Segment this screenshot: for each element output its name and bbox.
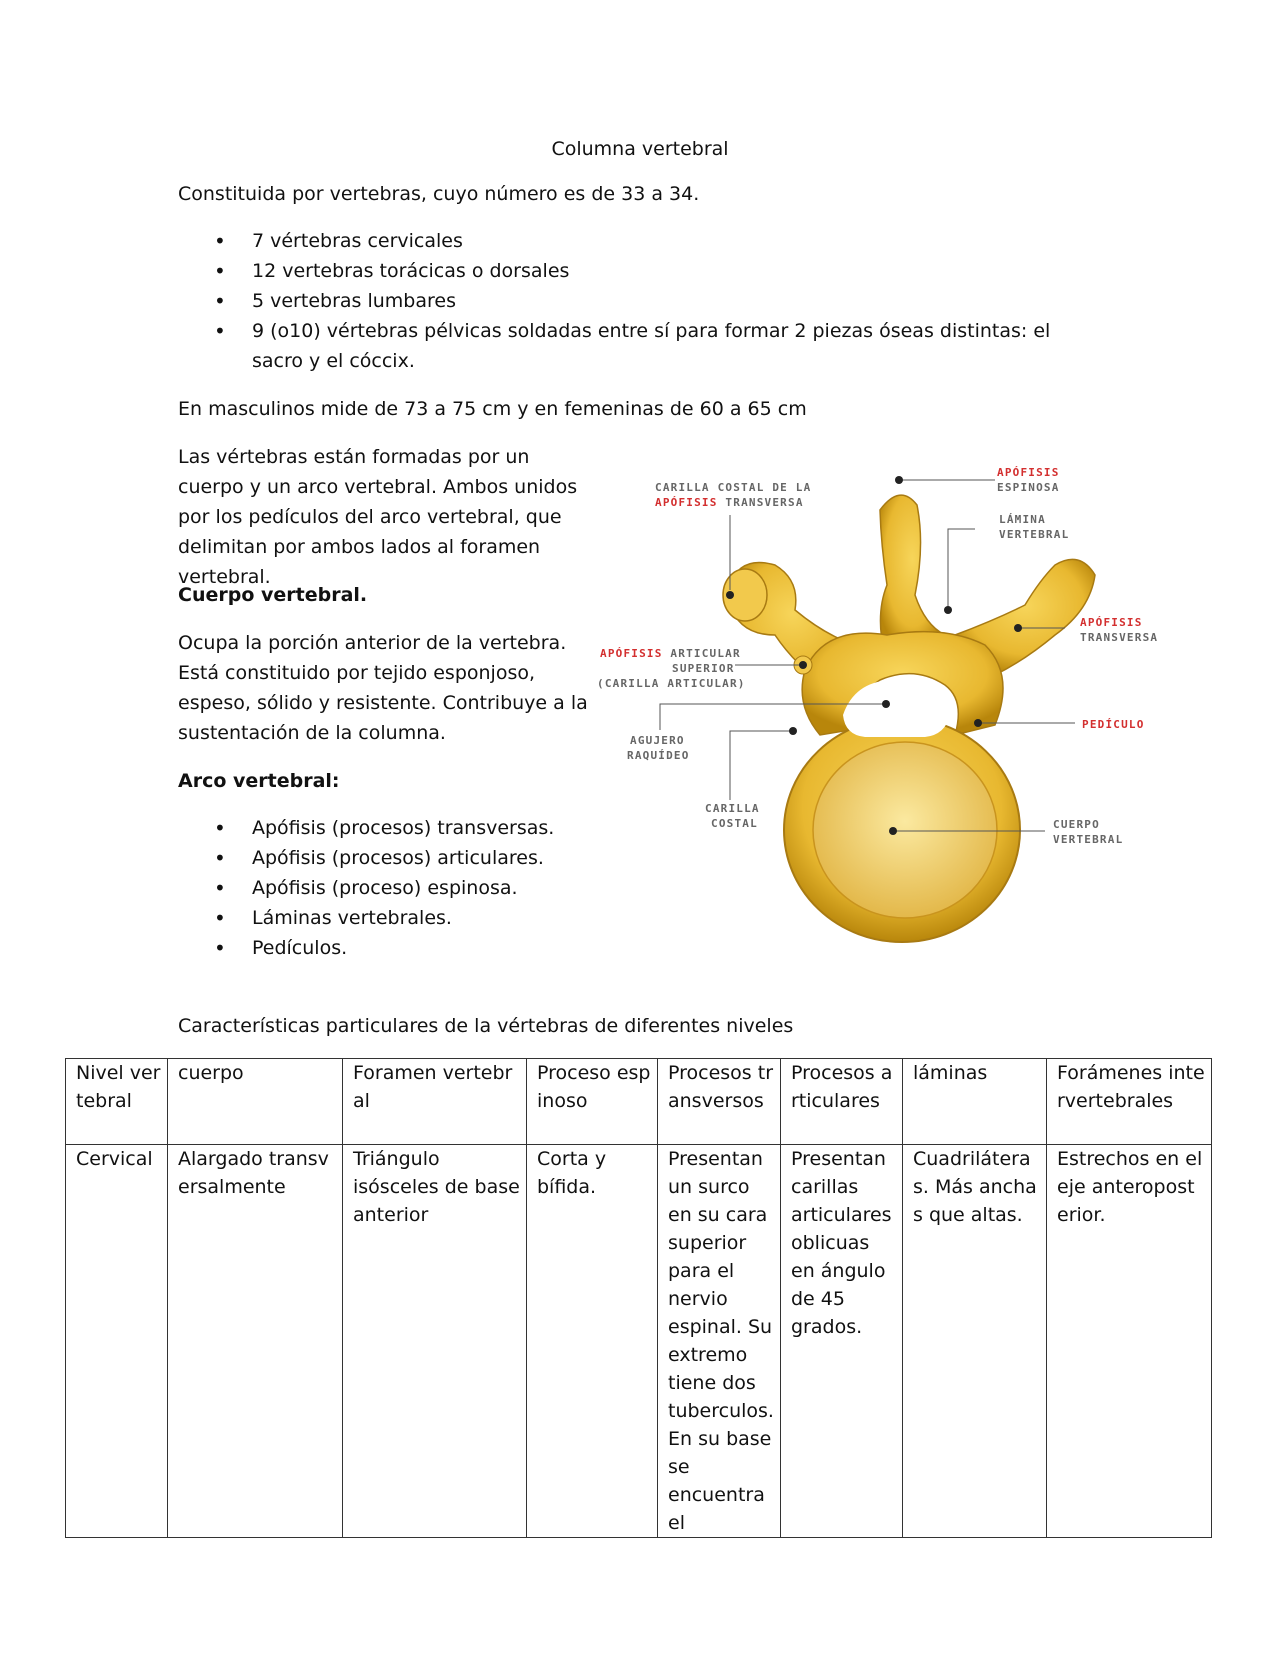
body-description: Ocupa la porción anterior de la vertebra. Está constituido por tejido esponjoso, espeso, sólido y resistente. Contribuye a la sustentación de la columna. — [178, 632, 588, 744]
vertebra-description: Las vértebras están formadas por un cuerpo y un arco vertebral. Ambos unidos por los pedículos del arco vertebral, que delimitan por ambos lados al foramen vertebral. — [178, 446, 578, 588]
label-apofisis-articular-3: (CARILLA ARTICULAR) — [597, 677, 746, 690]
arch-heading: Arco vertebral: — [178, 770, 340, 792]
label-apofisis-articular-1: APÓFISIS ARTICULAR — [600, 647, 741, 660]
label-lamina-2: VERTEBRAL — [999, 528, 1070, 541]
header-cell: Proceso espinoso — [527, 1059, 658, 1145]
list-item: • 9 (o10) vértebras pélvicas soldadas entre sí para formar 2 piezas óseas distintas: el sacro y el cóccix. — [178, 316, 1098, 376]
list-item: • Apófisis (procesos) transversas. — [178, 813, 598, 843]
table-cell: Estrechos en el eje anteroposterior. — [1047, 1145, 1212, 1538]
list-item: • Pedículos. — [178, 933, 598, 963]
header-cell: cuerpo — [168, 1059, 343, 1145]
label-agujero-2: RAQUÍDEO — [627, 749, 690, 762]
list-item: • Apófisis (procesos) articulares. — [178, 843, 598, 873]
list-item: • 12 vertebras torácicas o dorsales — [178, 256, 1098, 286]
table-row — [66, 1145, 1212, 1538]
vertebra-bone — [723, 495, 1095, 942]
list-item: • 5 vertebras lumbares — [178, 286, 1098, 316]
header-cell: Procesos transversos — [658, 1059, 781, 1145]
label-apofisis-transversa-rest: TRANSVERSA — [1080, 631, 1159, 644]
arch-list — [178, 813, 598, 963]
vertebra-diagram — [597, 466, 1235, 955]
list-item: • Apófisis (proceso) espinosa. — [178, 873, 598, 903]
label-carilla-costal-transversa-1: CARILLA COSTAL DE LA — [655, 481, 812, 494]
header-cell: Foramen vertebral — [343, 1059, 527, 1145]
label-apofisis-espinosa-red: APÓFISIS — [997, 466, 1060, 479]
intro-text: Constituida por vertebras, cuyo número es de 33 a 34. — [178, 183, 700, 205]
header-cell: láminas — [903, 1059, 1047, 1145]
header-cell: Nivel vertebral — [66, 1059, 168, 1145]
page-title: Columna vertebral — [551, 138, 729, 160]
list-item: • 7 vértebras cervicales — [178, 226, 1098, 256]
label-cuerpo-1: CUERPO — [1053, 818, 1100, 831]
label-agujero-1: AGUJERO — [630, 734, 685, 747]
table-cell: Triángulo isósceles de base anterior — [343, 1145, 527, 1538]
label-carilla-costal-transversa-2: APÓFISIS TRANSVERSA — [655, 496, 804, 509]
vertebra-count-list — [178, 226, 1098, 376]
label-carilla-costal-2: COSTAL — [711, 817, 758, 830]
label-lamina-1: LÁMINA — [999, 513, 1046, 526]
label-cuerpo-2: VERTEBRAL — [1053, 833, 1124, 846]
vertebra-characteristics-table — [65, 1058, 1212, 1538]
table-cell: Cervical — [66, 1145, 168, 1538]
table-cell: Presentan un surco en su cara superior para el nervio espinal. Su extremo tiene dos tuberculos. En su base se encuentra el — [658, 1145, 781, 1538]
table-caption: Características particulares de la vértebras de diferentes niveles — [178, 1015, 794, 1037]
table-cell: Presentan carillas articulares oblicuas en ángulo de 45 grados. — [781, 1145, 903, 1538]
table-cell: Alargado transversalmente — [168, 1145, 343, 1538]
table-cell: Corta y bífida. — [527, 1145, 658, 1538]
table-header-row — [66, 1059, 1212, 1145]
header-cell: Procesos articulares — [781, 1059, 903, 1145]
list-item: • Láminas vertebrales. — [178, 903, 598, 933]
length-text: En masculinos mide de 73 a 75 cm y en femeninas de 60 a 65 cm — [178, 398, 807, 420]
table-cell: Cuadriláteras. Más anchas que altas. — [903, 1145, 1047, 1538]
label-apofisis-articular-2: SUPERIOR — [672, 662, 735, 675]
header-cell: Forámenes intervertebrales — [1047, 1059, 1212, 1145]
label-apofisis-transversa-red: APÓFISIS — [1080, 616, 1143, 629]
label-carilla-costal-1: CARILLA — [705, 802, 760, 815]
label-apofisis-espinosa-rest: ESPINOSA — [997, 481, 1060, 494]
body-heading: Cuerpo vertebral. — [178, 584, 368, 606]
label-pediculo: PEDÍCULO — [1082, 718, 1145, 731]
